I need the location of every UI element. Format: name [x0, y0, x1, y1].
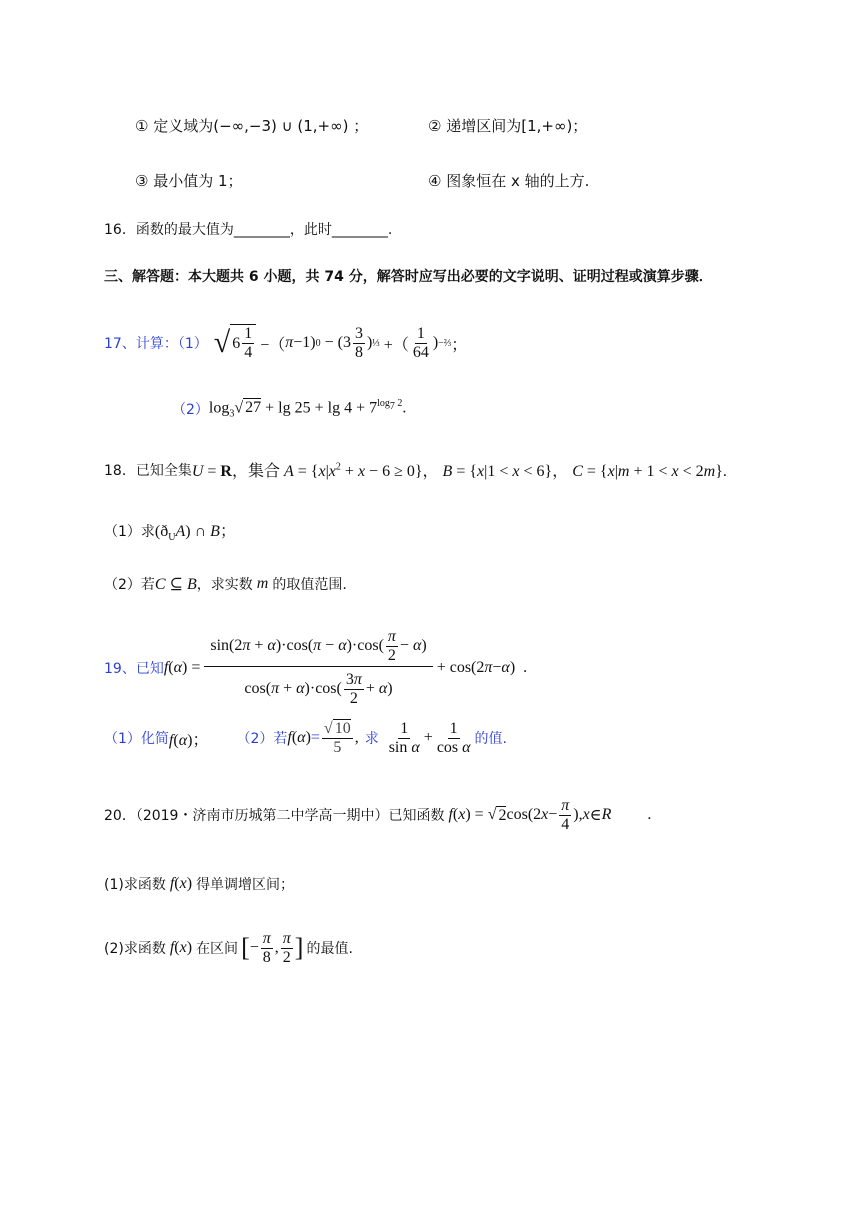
q20-interval: [ − $\frac{\pi}{8}$ , $\frac{\pi}{2}$ ] [241, 930, 304, 966]
q20-part2-tail: 的最值. [306, 941, 353, 958]
q19-label: 19、已知 [104, 660, 164, 677]
question-20-part-2 [104, 930, 353, 966]
q19-part1-label: （1）化简 [104, 731, 169, 748]
question-17-part-1 [104, 318, 467, 368]
question-16: 16．函数的最大值为________，此时________. [104, 222, 393, 238]
q18-part2-label: （2）若 [104, 577, 155, 593]
q19-part2-expression: f ( α ) = $\frac{√ 10}{5}$ , [287, 720, 359, 756]
statement-1: ① 定义域为(−∞,−3) ∪ (1,+∞) ； [135, 117, 369, 135]
q17-label: 17、计算：（1） [104, 336, 208, 352]
question-17-part-2 [172, 398, 406, 420]
q18-variable-m: m [252, 575, 273, 592]
question-20 [104, 797, 651, 833]
q19-formula: f ( α ) = sin(2π + α)·cos(π − α)·cos( $\frac{\pi}{2}$ − α) cos(π + α)·cos( $\frac{3\pi}{2}$ + α) + cos(2 π − α ) . [163, 628, 528, 707]
question-18-part-1 [104, 518, 236, 543]
question-19 [104, 628, 527, 707]
q18-intro: 18．已知全集 [104, 462, 192, 479]
q20-function: f ( x ) = √ 2 cos(2 x − $\frac{\pi}{4}$ ), x ∈ R . [448, 797, 652, 833]
q17-expression-2: $\log_3√$ $27 + \lg 25 + \lg 4 + 7^{log_7 2}$. [208, 398, 407, 420]
question-19-parts [104, 720, 507, 756]
q18-part2-text: ，求实数 [196, 577, 253, 593]
q17-part2-label: （2） [172, 401, 209, 418]
q18-part2-tail: 的取值范围. [272, 577, 347, 593]
q18-part1-label: （1）求 [104, 523, 155, 540]
question-18-part-2 [104, 574, 347, 594]
q19-part1-expression: f(α)； [168, 731, 209, 749]
section-heading: 三、解答题：本大题共 6 小题，共 74 分，解答时应写出必要的文字说明、证明过程或演算步骤． [104, 269, 713, 285]
question-18 [104, 458, 727, 481]
q20-intro: 20．（2019・济南市历城第二中学高一期中）已知函数 [104, 808, 445, 825]
q20-part2-label: (2)求函数 [104, 941, 166, 958]
q17-expression-1: √ 6 $\frac{1}{4}$ −（ π −1) 0 − (3 $\frac{3}{8}$ ) ⅓ +（ $\frac{1}{64}$ ) −⅔ ； [213, 324, 468, 361]
q19-part2-label: （2）若 [236, 731, 288, 748]
q18-sets: U = R，集合 $A = \{x|x^2 + x - 6 \ge 0\}$， B = {x|1 < x < 6}， C = {x|m + 1 < x < 2m}. [191, 461, 727, 480]
q20-part2-function: f(x) [169, 939, 197, 957]
q19-qiu: 求 [364, 731, 379, 748]
question-20-part-1 [104, 874, 294, 894]
statement-4: ④ 图象恒在 x 轴的上方. [428, 172, 590, 190]
q20-part1-label: (1)求函数 [104, 877, 166, 893]
q18-part1-expression: $(ð_UA)$ ∩ B； [154, 523, 236, 544]
statement-2: ② 递增区间为[1,+∞)； [428, 117, 588, 135]
q19-tail: 的值. [474, 731, 507, 748]
q19-target-expression: $\frac{1}{\text{sin α}}$ + $\frac{1}{\text{cos α}}$ [388, 720, 471, 756]
q20-part1-tail: 得单调增区间； [196, 877, 295, 893]
q20-part2-text: 在区间 [196, 941, 239, 958]
statement-3: ③ 最小值为 1； [135, 172, 243, 190]
q20-part1-function: f(x) [169, 875, 197, 892]
q18-part2-condition: C ⊆ B [154, 576, 197, 593]
